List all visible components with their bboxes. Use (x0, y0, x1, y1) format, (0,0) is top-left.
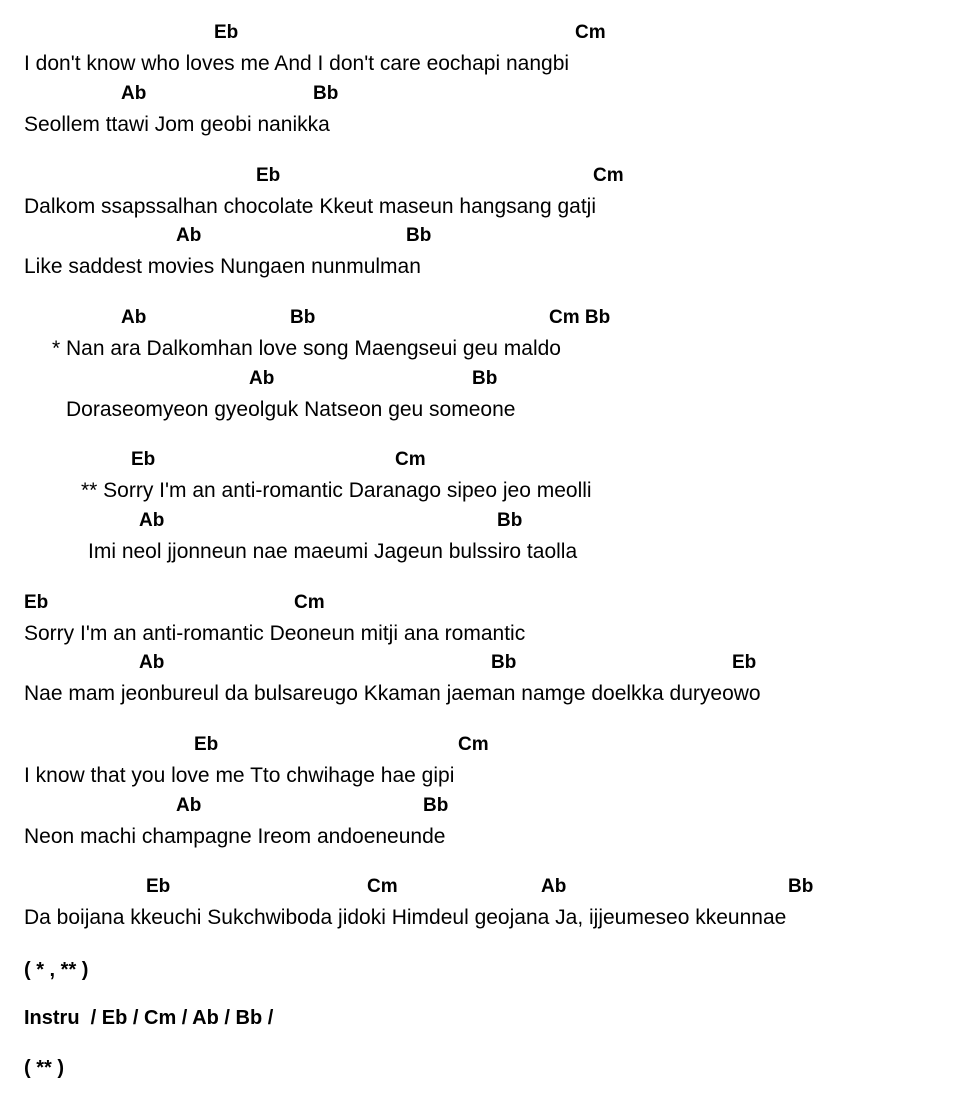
lyric-line: I know that you love me Tto chwihage hae gipi (24, 764, 455, 787)
lyric-line: Dalkom ssapssalhan chocolate Kkeut maseun hangsang gatji (24, 195, 597, 218)
lyric-line: Nae mam jeonbureul da bulsareugo Kkaman jaeman namge doelkka duryeowo (24, 682, 761, 705)
chord: Ab (541, 876, 567, 897)
chord: Cm (294, 592, 325, 613)
chord: Ab (139, 510, 165, 531)
chord: Eb (194, 734, 219, 755)
lyric-line: Like saddest movies Nungaen nunmulman (24, 255, 421, 278)
chord: Eb (732, 652, 757, 673)
chord: Bb (497, 510, 523, 531)
chord: Ab (249, 368, 275, 389)
chord: Eb (131, 449, 156, 470)
chord: Ab (176, 795, 202, 816)
chord: Cm (458, 734, 489, 755)
lyric-line: I don't know who loves me And I don't care eochapi nangbi (24, 52, 570, 75)
lyric-line: ** Sorry I'm an anti-romantic Daranago sipeo jeo meolli (81, 479, 592, 502)
chord: Eb (214, 22, 239, 43)
lyric-line: Imi neol jjonneun nae maeumi Jageun bulssiro taolla (88, 540, 578, 563)
chord: Bb (491, 652, 517, 673)
chord: Bb (406, 225, 432, 246)
chord: Bb (423, 795, 449, 816)
chord: Cm (395, 449, 426, 470)
chord: Bb (290, 307, 316, 328)
lyric-line: Sorry I'm an anti-romantic Deoneun mitji ana romantic (24, 622, 526, 645)
chord: Bb (313, 83, 339, 104)
instrumental-line: Instru / Eb / Cm / Ab / Bb / (24, 1007, 274, 1029)
chord: Ab (139, 652, 165, 673)
repeat-marker-final: ( ** ) (24, 1057, 64, 1079)
lyric-line: Doraseomyeon gyeolguk Natseon geu someone (66, 398, 516, 421)
lyric-line: Seollem ttawi Jom geobi nanikka (24, 113, 330, 136)
chord: Eb (146, 876, 171, 897)
chord: Cm (593, 165, 624, 186)
chord: Eb (24, 592, 49, 613)
chord: Ab (121, 83, 147, 104)
chord: Cm (575, 22, 606, 43)
chord: Ab (176, 225, 202, 246)
lyric-line: Neon machi champagne Ireom andoeneunde (24, 825, 446, 848)
repeat-marker: ( * , ** ) (24, 959, 89, 981)
chord: Bb (788, 876, 814, 897)
lyric-line: * Nan ara Dalkomhan love song Maengseui geu maldo (52, 337, 561, 360)
chord: Cm Bb (549, 307, 611, 328)
lyric-line: Da boijana kkeuchi Sukchwiboda jidoki Himdeul geojana Ja, ijjeumeseo kkeunnae (24, 906, 787, 929)
chord: Ab (121, 307, 147, 328)
chord: Eb (256, 165, 281, 186)
chord: Cm (367, 876, 398, 897)
chord: Bb (472, 368, 498, 389)
